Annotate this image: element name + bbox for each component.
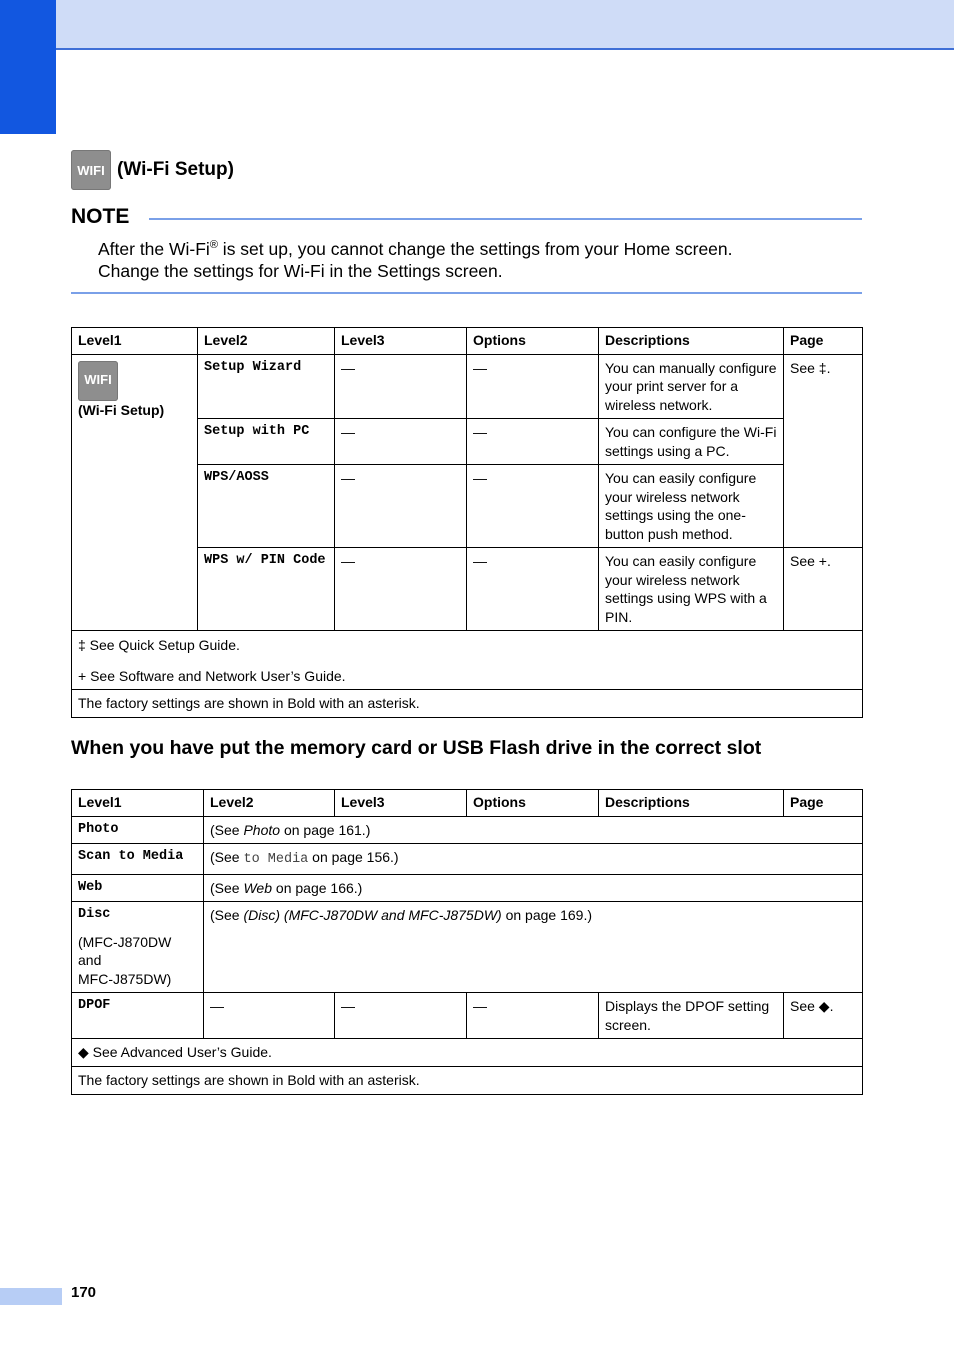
level2-cell: Setup Wizard — [198, 354, 335, 419]
wifi-setup-table — [71, 327, 863, 718]
level3-cell: — — [335, 419, 467, 465]
table-row — [72, 874, 863, 902]
footnote-quick-setup: ‡ See Quick Setup Guide. — [78, 637, 240, 653]
table-row — [72, 816, 863, 844]
header-options: Options — [467, 790, 599, 817]
factory-note: The factory settings are shown in Bold with an asterisk. — [72, 1067, 863, 1095]
header-options: Options — [467, 328, 599, 355]
level3-cell: — — [335, 354, 467, 419]
header-descriptions: Descriptions — [599, 790, 784, 817]
page-number: 170 — [71, 1284, 97, 1301]
description-cell: You can manually configure your print server for a wireless network. — [599, 354, 784, 419]
description-cell: You can easily configure your wireless network settings using WPS with a PIN. — [599, 548, 784, 631]
description-cell: You can easily configure your wireless network settings using the one-button push method. — [599, 465, 784, 548]
header-descriptions: Descriptions — [599, 328, 784, 355]
level1-cell — [72, 902, 204, 993]
footnote-cell — [72, 631, 863, 690]
level2-cell: WPS w/ PIN Code — [198, 548, 335, 631]
level1-label: (Wi-Fi Setup) — [78, 401, 165, 418]
footer-band — [0, 1288, 62, 1305]
header-level3: Level3 — [335, 328, 467, 355]
level1-cell: DPOF — [72, 993, 204, 1039]
options-cell: — — [467, 419, 599, 465]
disc-model-1: (MFC-J870DW — [78, 933, 172, 950]
header-level2: Level2 — [204, 790, 335, 817]
wifi-icon: WIFI — [78, 361, 118, 401]
level1-cell — [72, 354, 198, 631]
factory-note-row — [72, 690, 863, 718]
footnote-row — [72, 1039, 863, 1067]
level1-cell: Photo — [72, 816, 204, 844]
table-row — [72, 844, 863, 875]
reference-cell: (See Web on page 166.) — [204, 874, 863, 902]
note-bottom-rule — [71, 292, 862, 294]
header-page: Page — [784, 790, 863, 817]
header-level3: Level3 — [335, 790, 467, 817]
header-level2: Level2 — [198, 328, 335, 355]
reference-cell: (See (Disc) (MFC-J870DW and MFC-J875DW) on page 169.) — [204, 902, 863, 993]
page-cell: See ◆. — [784, 993, 863, 1039]
note-line-2: Change the settings for Wi-Fi in the Settings screen. — [98, 260, 503, 281]
options-cell: — — [467, 548, 599, 631]
section-heading — [71, 150, 234, 190]
memory-card-heading: When you have put the memory card or USB Flash drive in the correct slot — [71, 737, 762, 759]
description-cell: You can configure the Wi-Fi settings using a PC. — [599, 419, 784, 465]
memory-card-table — [71, 789, 863, 1095]
page-cell: See +. — [784, 548, 863, 631]
wifi-icon: WIFI — [71, 150, 111, 190]
table-row — [72, 902, 863, 993]
note-heading: NOTE — [71, 205, 130, 228]
header-band — [0, 0, 954, 50]
disc-model-and: and — [78, 952, 102, 968]
header-page: Page — [784, 328, 863, 355]
table-row — [72, 354, 863, 419]
section-title: (Wi-Fi Setup) — [117, 159, 234, 180]
footnote-row — [72, 631, 863, 690]
options-cell: — — [467, 354, 599, 419]
reference-cell: (See to Media on page 156.) — [204, 844, 863, 875]
footnote-advanced-guide: ◆ See Advanced User’s Guide. — [72, 1039, 863, 1067]
description-cell: Displays the DPOF setting screen. — [599, 993, 784, 1039]
reference-cell: (See Photo on page 161.) — [204, 816, 863, 844]
level2-cell: Setup with PC — [198, 419, 335, 465]
table-row — [72, 993, 863, 1039]
level3-cell: — — [335, 993, 467, 1039]
level2-cell: WPS/AOSS — [198, 465, 335, 548]
note-top-rule — [149, 218, 862, 220]
table-header-row — [72, 790, 863, 817]
note-body — [98, 234, 858, 282]
chapter-tab — [0, 0, 56, 134]
level1-cell: Scan to Media — [72, 844, 204, 875]
table-header-row — [72, 328, 863, 355]
factory-note: The factory settings are shown in Bold with an asterisk. — [72, 690, 863, 718]
page-cell: See ‡. — [784, 354, 863, 548]
note-line-1: After the Wi-Fi® is set up, you cannot change the settings from your Home screen. — [98, 238, 733, 259]
header-level1: Level1 — [72, 328, 198, 355]
options-cell: — — [467, 465, 599, 548]
factory-note-row — [72, 1067, 863, 1095]
level2-cell: — — [204, 993, 335, 1039]
footnote-software-guide: + See Software and Network User’s Guide. — [78, 667, 346, 684]
level3-cell: — — [335, 465, 467, 548]
level3-cell: — — [335, 548, 467, 631]
disc-label: Disc — [78, 907, 111, 922]
level1-cell: Web — [72, 874, 204, 902]
options-cell: — — [467, 993, 599, 1039]
header-level1: Level1 — [72, 790, 204, 817]
disc-model-2: MFC-J875DW) — [78, 970, 172, 987]
